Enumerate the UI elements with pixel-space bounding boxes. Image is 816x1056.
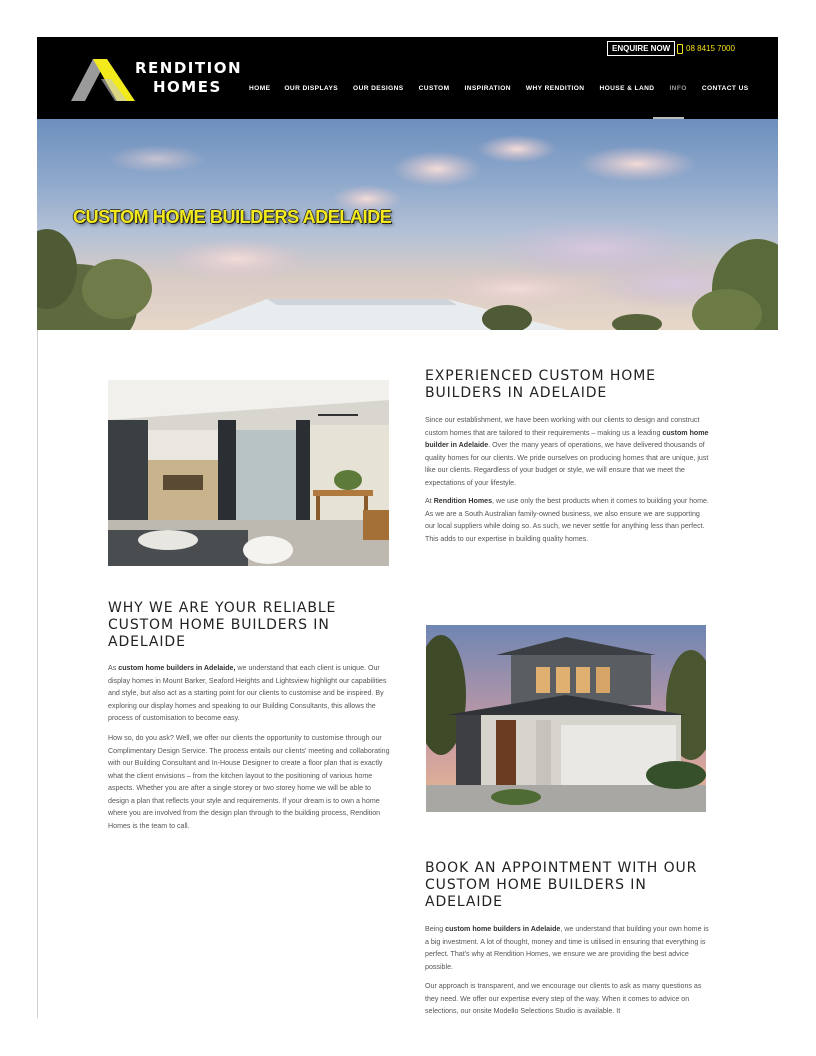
section1-paragraph-2: At Rendition Homes, we use only the best products when it comes to building your home. As we are a South Australian family-owned business, we also ensure we are supporting our local suppliers while doing so. As such, we never settle for anything less than perfect. This adds to our expertise in building quality homes.: [425, 497, 709, 543]
section3-heading: BOOK AN APPOINTMENT WITH OUR CUSTOM HOME BUILDERS IN ADELAIDE: [425, 860, 698, 910]
section3-paragraph-2: Our approach is transparent, and we encourage our clients to ask as many questions as they need. We offer our expertise every step of the way. When it comes to advice on selections, our onsite Modello Selections Studio is available. It: [425, 982, 702, 1015]
phone-number: 08 8415 7000: [686, 44, 735, 53]
nav-inspiration[interactable]: INSPIRATION: [464, 85, 511, 92]
nav-info[interactable]: INFO: [669, 85, 687, 92]
logo-wordmark: [135, 59, 245, 97]
site-header: [37, 37, 778, 119]
nav-home[interactable]: HOME: [249, 85, 271, 92]
logo-line-2: HOMES: [153, 78, 222, 96]
nav-contact-us[interactable]: CONTACT US: [701, 85, 749, 92]
section3-paragraph-1: Being custom home builders in Adelaide, we understand that building your own home is a big investment. A lot of thought, money and time is utilised in ensuring that everything is perfect. That's why at Rendition Homes, we ensure we are providing the best advice possible.: [425, 925, 709, 971]
logo-line-1: RENDITION: [135, 59, 243, 77]
hero-banner: [37, 119, 778, 330]
nav-our-designs[interactable]: OUR DESIGNS: [353, 85, 404, 92]
section1-paragraph-1: Since our establishment, we have been working with our clients to design and construct custom homes that are tailored to their requirements – making us a leading custom home builder in Adelaide. Over the many years of operations, we have delivered thousands of quality homes for our clients. We pride ourselves on producing homes that are unique, just like our clients. Regardless of your budget or style, we will ensure that we meet the expectations of your lifestyle.: [425, 416, 709, 487]
nav-why-rendition[interactable]: WHY RENDITION: [525, 85, 585, 92]
phone-link[interactable]: [677, 42, 735, 55]
logo-mark-icon: [71, 57, 141, 103]
section2-heading: WHY WE ARE YOUR RELIABLE CUSTOM HOME BUILDERS IN ADELAIDE: [108, 600, 337, 650]
hero-title: CUSTOM HOME BUILDERS ADELAIDE: [73, 207, 392, 227]
nav-house-land[interactable]: HOUSE & LAND: [599, 85, 655, 92]
enquire-now-button[interactable]: ENQUIRE NOW: [607, 41, 675, 56]
nav-our-displays[interactable]: OUR DISPLAYS: [284, 85, 339, 92]
two-storey-home-image: [426, 625, 706, 812]
phone-icon: [677, 44, 683, 54]
site-logo[interactable]: [71, 57, 241, 103]
section2-paragraph-1: As custom home builders in Adelaide, we understand that each client is unique. Our display homes in Mount Barker, Seaford Heights and Lightsview highlight our capabilities and style, but also act as a starting point for our clients to customise and be inspired. By exploring our display homes and speaking to our Building Consultants, this allows the process of customisation to become easy.: [108, 664, 387, 722]
main-nav: [249, 83, 749, 95]
page-left-border: [37, 330, 38, 1018]
nav-custom[interactable]: CUSTOM: [418, 85, 450, 92]
section1-heading: EXPERIENCED CUSTOM HOME BUILDERS IN ADELAIDE: [425, 368, 656, 401]
section2-paragraph-2: How so, do you ask? Well, we offer our clients the opportunity to customise through our Complimentary Design Service. The process entails our clients' meeting and collaborating with our Building Consultant and In-House Designer to create a floor plan that is exactly what the client envisions – from the kitchen layout to the positioning of various home aspects. Whether you are after a single storey or two storey home we will be able to design a plan that reflects your style and requirements. If your dream is to own a home where you are involved from the design plan through to the building process, Rendition Homes is the team to call.: [108, 734, 390, 830]
patio-kitchen-image: [108, 380, 389, 566]
